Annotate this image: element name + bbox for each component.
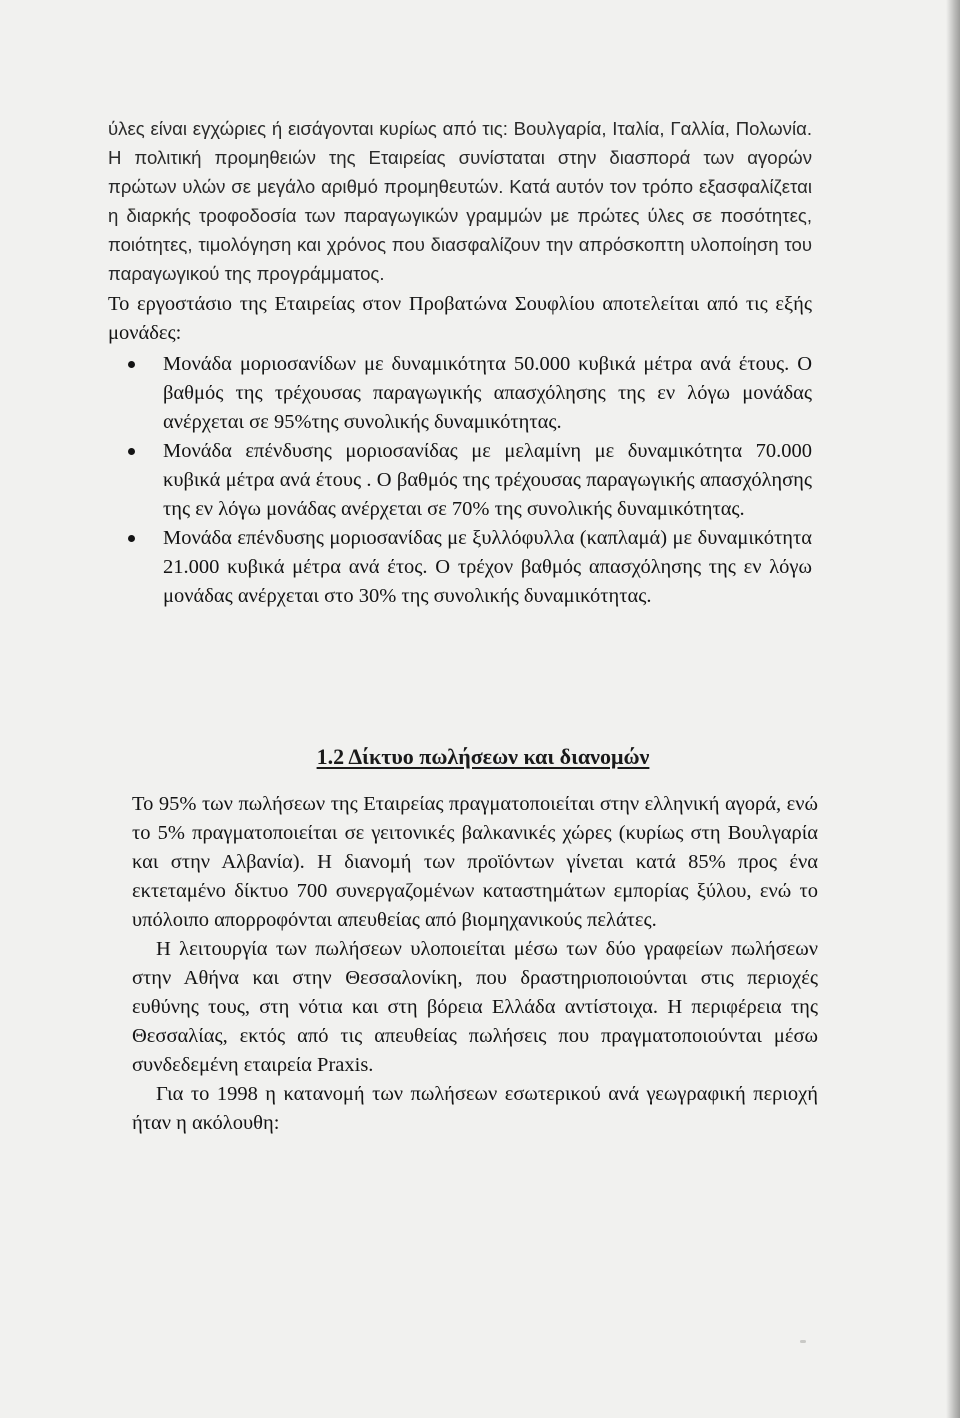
list-item [108, 437, 812, 524]
bullet-icon [128, 535, 135, 542]
list-item-text: Μονάδα επένδυσης μοριοσανίδας με μελαμίνη με δυναμικότητα 70.000 κυβικά μέτρα ανά έτους . Ο βαθμός της τρέχουσας παραγωγικής απασχόλησης της εν λόγω μονάδας ανέρχεται σε 70% της συνολικής δυναμικότητας. [163, 440, 812, 520]
scan-speck [800, 1340, 806, 1343]
regional-breakdown-paragraph: Για το 1998 η κατανομή των πωλήσεων εσωτερικού ανά γεωγραφική περιοχή ήταν η ακόλουθη: [132, 1083, 818, 1134]
sales-network-section [132, 790, 818, 1138]
factory-units-list [108, 350, 812, 611]
list-item [108, 524, 812, 611]
sales-distribution-paragraph: Το 95% των πωλήσεων της Εταιρείας πραγματοποιείται στην ελληνική αγορά, ενώ το 5% πραγματοποιείται σε γειτονικές βαλκανικές χώρες (κυρίως στη Βουλγαρία και στην Αλβανία). Η διανομή των προϊόντων γίνεται κατά 85% προς ένα εκτεταμένο δίκτυο 700 συνεργαζομένων καταστημάτων εμπορίας ξύλου, ενώ το υπόλοιπο απορροφόνται απευθείας από βιομηχανικούς πελάτες. [132, 793, 818, 931]
list-item-text: Μονάδα επένδυσης μοριοσανίδας με ξυλλόφυλλα (καπλαμά) με δυναμικότητα 21.000 κυβικά μέτρα ανά έτος. Ο τρέχον βαθμός απασχόλησης της εν λόγω μονάδας ανέρχεται στο 30% της συνολικής δυναμικότητας. [163, 527, 812, 607]
bullet-icon [128, 361, 135, 368]
scanned-page-edge-shadow [946, 0, 960, 1418]
raw-materials-paragraph: ύλες είναι εγχώριες ή εισάγονται κυρίως από τις: Βουλγαρία, Ιταλία, Γαλλία, Πολωνία. Η πολιτική προμηθειών της Εταιρείας συνίσταται στην διασπορά των αγορών πρώτων υλών σε μεγάλο αριθμό προμηθευτών. Κατά αυτόν τον τρόπο εξασφαλίζεται η διαρκής τροφοδοσία των παραγωγικών γραμμών με πρώτες ύλες σε ποσότητες, ποιότητες, τιμολόγηση και χρόνος που διασφαλίζουν την απρόσκοπτη υλοποίηση του παραγωγικού της προγράμματος. [108, 118, 812, 284]
section-heading: 1.2 Δίκτυο πωλήσεων και διανομών [316, 744, 650, 769]
list-item [108, 350, 812, 437]
sales-offices-paragraph: Η λειτουργία των πωλήσεων υλοποιείται μέσω των δύο γραφείων πωλήσεων στην Αθήνα και στην Θεσσαλονίκη, που δραστηριοποιούνται στις περιοχές ευθύνης τους, στη νότια και στη βόρεια Ελλάδα αντίστοιχα. Η περιφέρεια της Θεσσαλίας, εκτός από τις απευθείας πωλήσεις που πραγματοποιούνται μέσω συνδεδεμένη εταιρεία Praxis. [132, 938, 818, 1076]
factory-intro-paragraph: Το εργοστάσιο της Εταιρείας στον Προβατώνα Σουφλίου αποτελείται από τις εξής μονάδες: [108, 293, 812, 344]
bullet-icon [128, 448, 135, 455]
document-body [108, 114, 818, 1138]
list-item-text: Μονάδα μοριοσανίδων με δυναμικότητα 50.000 κυβικά μέτρα ανά έτους. Ο βαθμός της τρέχουσας παραγωγικής απασχόλησης της εν λόγω μονάδας ανέρχεται σε 95%της συνολικής δυναμικότητας. [163, 353, 812, 433]
